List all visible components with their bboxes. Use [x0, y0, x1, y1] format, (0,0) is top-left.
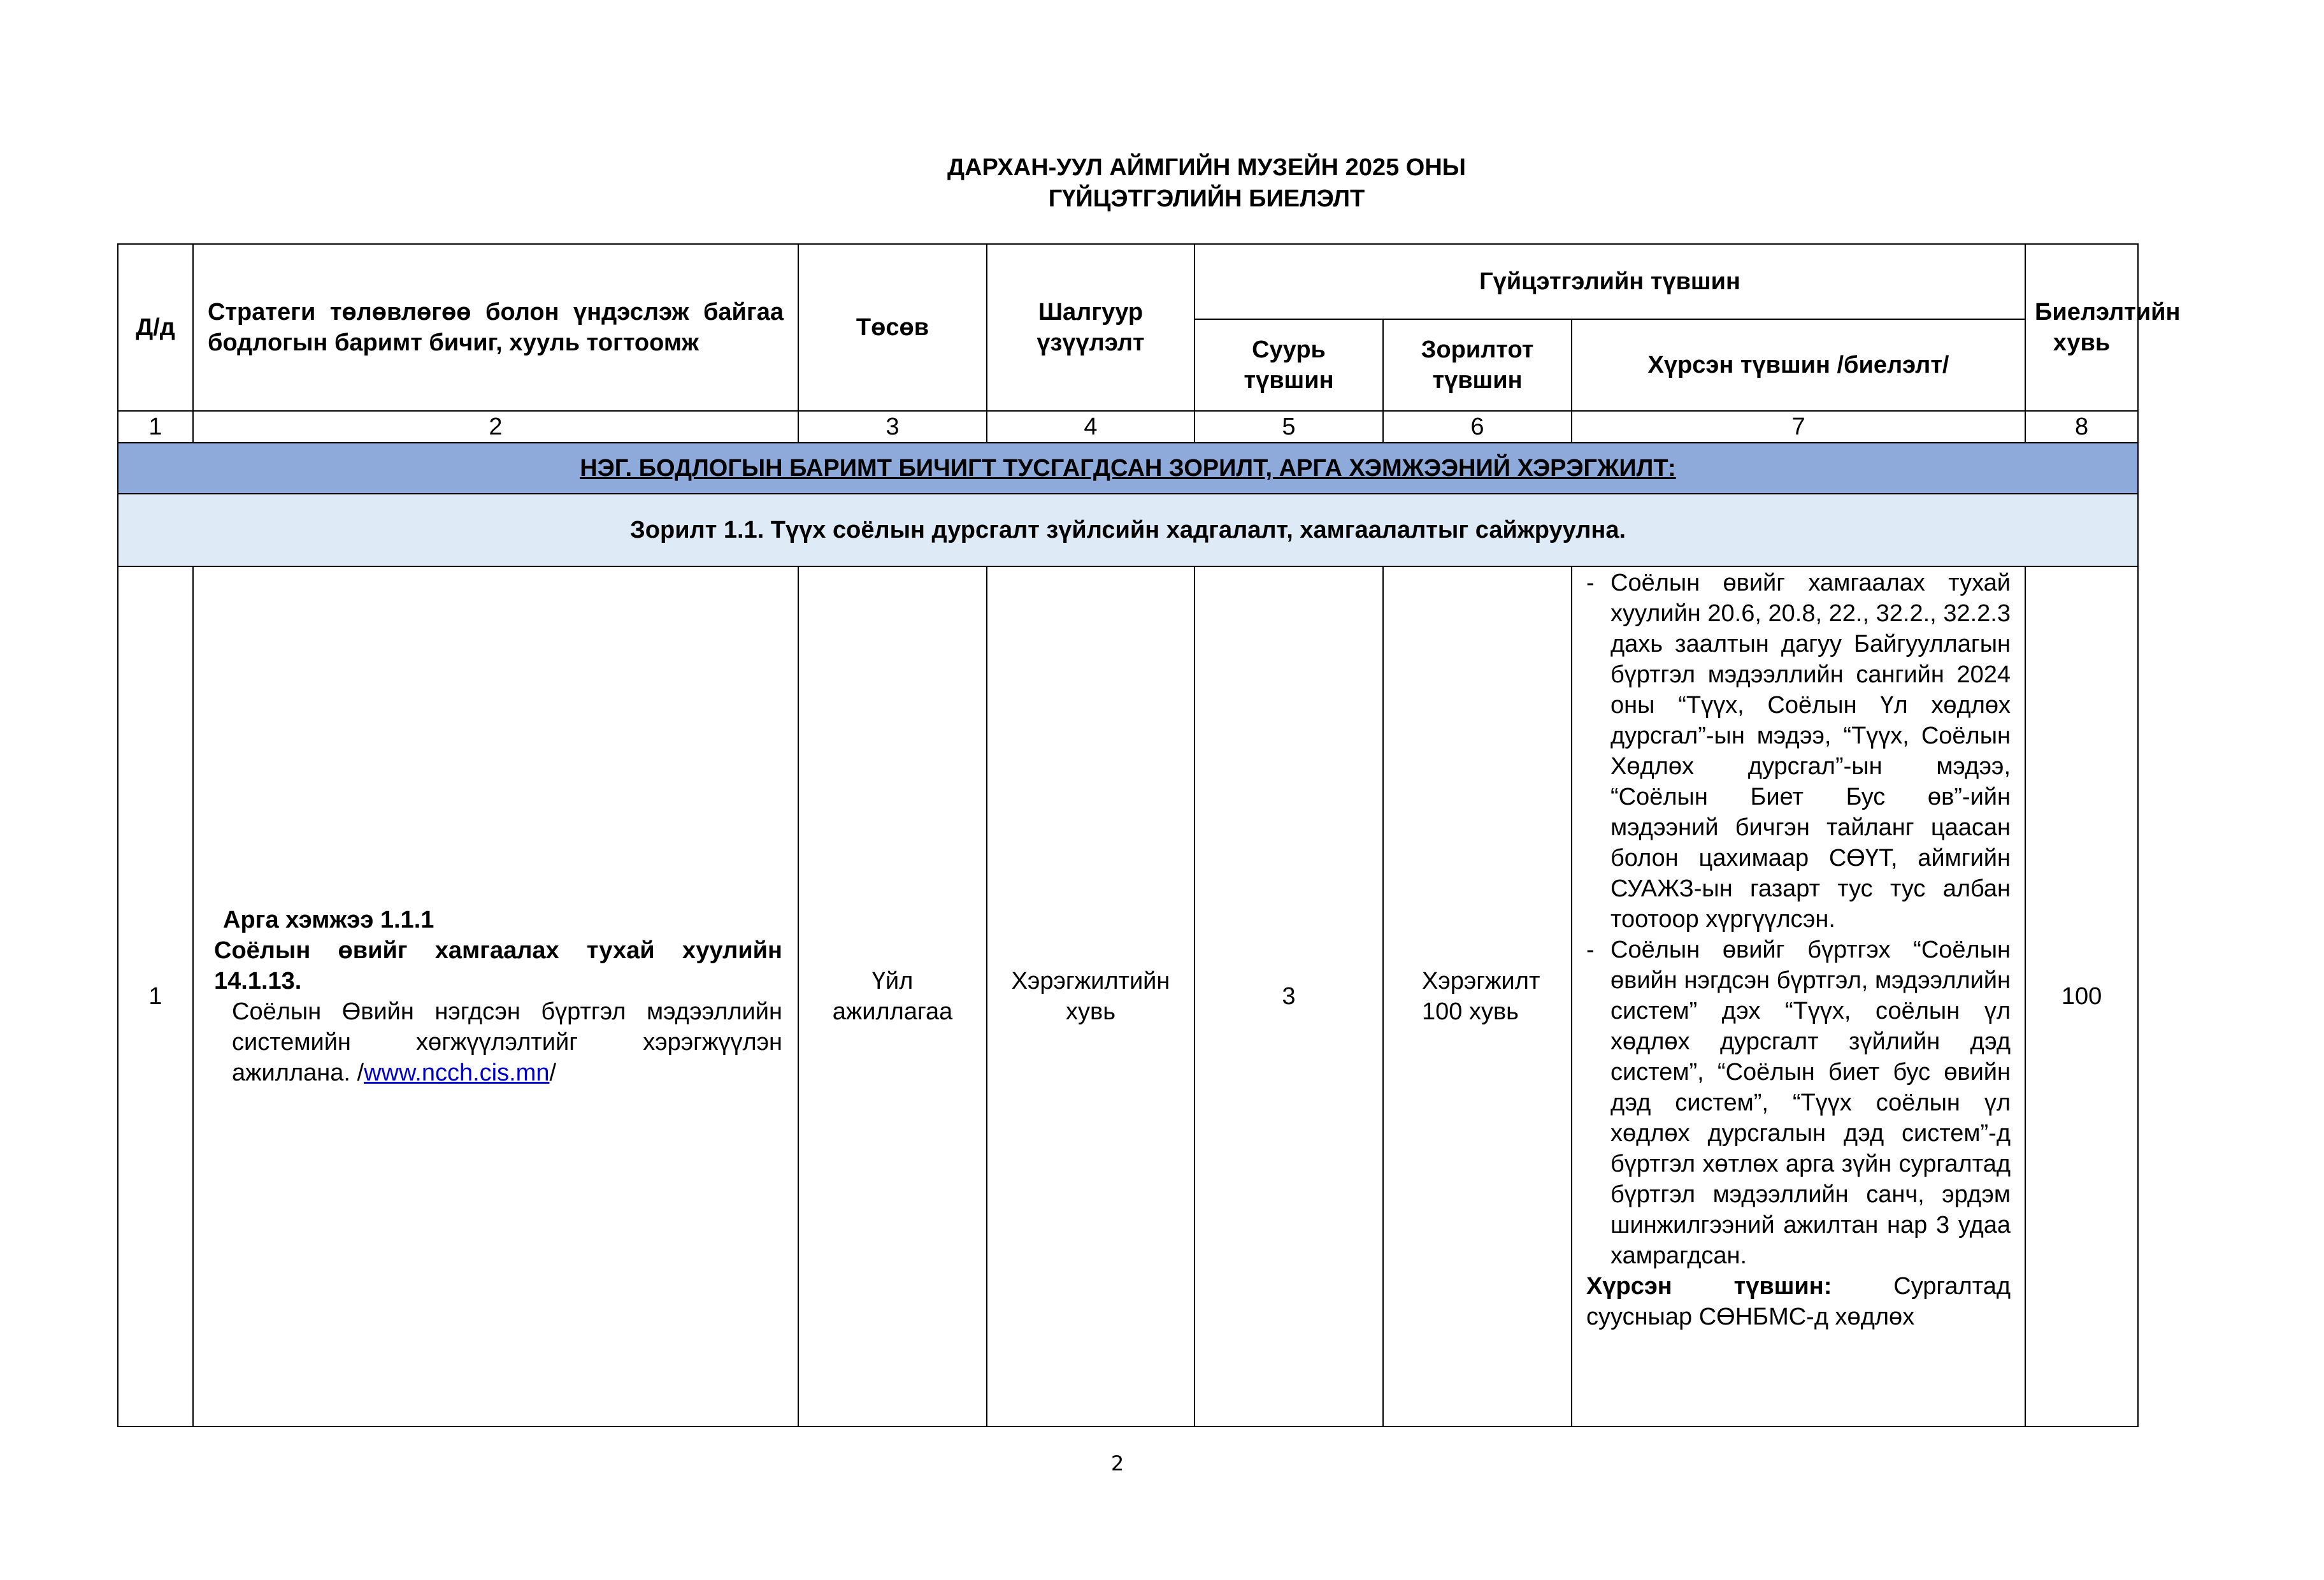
measure-description	[214, 996, 782, 1088]
column-number: 3	[798, 411, 987, 443]
column-number: 6	[1383, 411, 1572, 443]
page-number: 2	[1110, 1451, 1124, 1476]
header-target-level: Зорилтот түвшин	[1383, 319, 1572, 411]
header-budget: Төсөв	[798, 244, 987, 411]
target-level-cell: Хэрэгжилт 100 хувь	[1383, 566, 1572, 1426]
budget-cell: Үйл ажиллагаа	[798, 566, 987, 1426]
performance-table	[117, 243, 2181, 1427]
header-row-top	[118, 244, 2138, 319]
header-base-level: Суурь түвшин	[1194, 319, 1383, 411]
row-number: 1	[118, 566, 193, 1426]
achieved-summary-label: Хүрсэн түвшин:	[1586, 1273, 1832, 1300]
measure-text: Соёлын Өвийн нэгдсэн бүртгэл мэдээллийн системийн хөгжүүлэлтийг хэрэгжүүлэн ажиллана. /	[232, 998, 782, 1086]
table-row	[118, 566, 2138, 1426]
measure-text-end: /	[549, 1059, 557, 1086]
column-number: 5	[1194, 411, 1383, 443]
completion-percent-cell: 100	[2025, 566, 2138, 1426]
document-title-line2: ГҮЙЦЭТГЭЛИЙН БИЕЛЭЛТ	[1048, 185, 1365, 212]
list-item: - Соёлын өвийг бүртгэх “Соёлын өвийн нэгдсэн бүртгэл, мэдээллийн систем” дэх “Түүх, соёлын үл хөдлөх дурсгалт зүйлийн дэд систем”, “Соёлын биет бус өвийн дэд систем”, “Түүх соёлын үл хөдлөх дурсгалын дэд систем”-д бүртгэл хөтлөх арга зүйн сургалтад бүртгэл мэдээллийн санч, эрдэм шинжилгээний ажилтан нар 3 удаа хамрагдсан.	[1586, 935, 2011, 1271]
base-level-cell: 3	[1194, 566, 1383, 1426]
criteria-cell: Хэрэгжилтийн хувь	[987, 566, 1194, 1426]
measure-cell	[193, 566, 798, 1426]
section-title: НЭГ. БОДЛОГЫН БАРИМТ БИЧИГТ ТУСГАГДСАН ЗОРИЛТ, АРГА ХЭМЖЭЭНИЙ ХЭРЭГЖИЛТ:	[118, 443, 2138, 494]
header-strategy: Стратеги төлөвлөгөө болон үндэслэж байгаа бодлогын баримт бичиг, хууль тогтоомж	[193, 244, 798, 411]
achieved-summary-text: Сургалтад суусныар СӨНБМС-д хөдлөх	[1586, 1273, 2011, 1330]
document-title-line1: ДАРХАН-УУЛ АЙМГИЙН МУЗЕЙН 2025 ОНЫ	[947, 154, 1466, 181]
measure-law: Соёлын өвийг хамгаалах тухай хуулийн 14.1.13.	[214, 937, 782, 995]
header-completion-percent: Биелэлтийн хувь	[2025, 244, 2138, 411]
list-item: - Соёлын өвийг хамгаалах тухай хуулийн 20.6, 20.8, 22., 32.2., 32.2.3 дахь заалтын дагуу Байгууллагын бүртгэл мэдээллийн сангийн 2024 оны “Түүх, Соёлын Үл хөдлөх дурсгал”-ын мэдээ, “Түүх, Соёлын Хөдлөх дурсгал”-ын мэдээ, “Соёлын Биет Бус өв”-ийн мэдээний бичгэн тайланг цаасан болон цахимаар СӨҮТ, аймгийн СУАЖЗ-ын газарт тус тус албан тоотоор хүргүүлсэн.	[1586, 568, 2011, 935]
column-number: 8	[2025, 411, 2138, 443]
column-number: 2	[193, 411, 798, 443]
column-number-row	[118, 411, 2138, 443]
column-number: 7	[1572, 411, 2025, 443]
column-number: 4	[987, 411, 1194, 443]
section-row	[118, 443, 2138, 494]
header-no: Д/д	[118, 244, 193, 411]
header-achieved-level: Хүрсэн түвшин /биелэлт/	[1572, 319, 2025, 411]
header-performance-level: Гүйцэтгэлийн түвшин	[1194, 244, 2025, 319]
objective-title: Зорилт 1.1. Түүх соёлын дурсгалт зүйлсийн хадгалалт, хамгаалалтыг сайжруулна.	[118, 494, 2138, 566]
column-number: 1	[118, 411, 193, 443]
objective-row	[118, 494, 2138, 566]
achieved-content	[1586, 568, 2011, 1425]
header-criteria: Шалгуур үзүүлэлт	[987, 244, 1194, 411]
achieved-summary	[1586, 1271, 2011, 1332]
measure-label: Арга хэмжээ 1.1.1	[223, 907, 434, 933]
achieved-list	[1586, 568, 2011, 1271]
ncch-link[interactable]: www.ncch.cis.mn	[364, 1059, 550, 1086]
achieved-cell	[1572, 566, 2025, 1426]
